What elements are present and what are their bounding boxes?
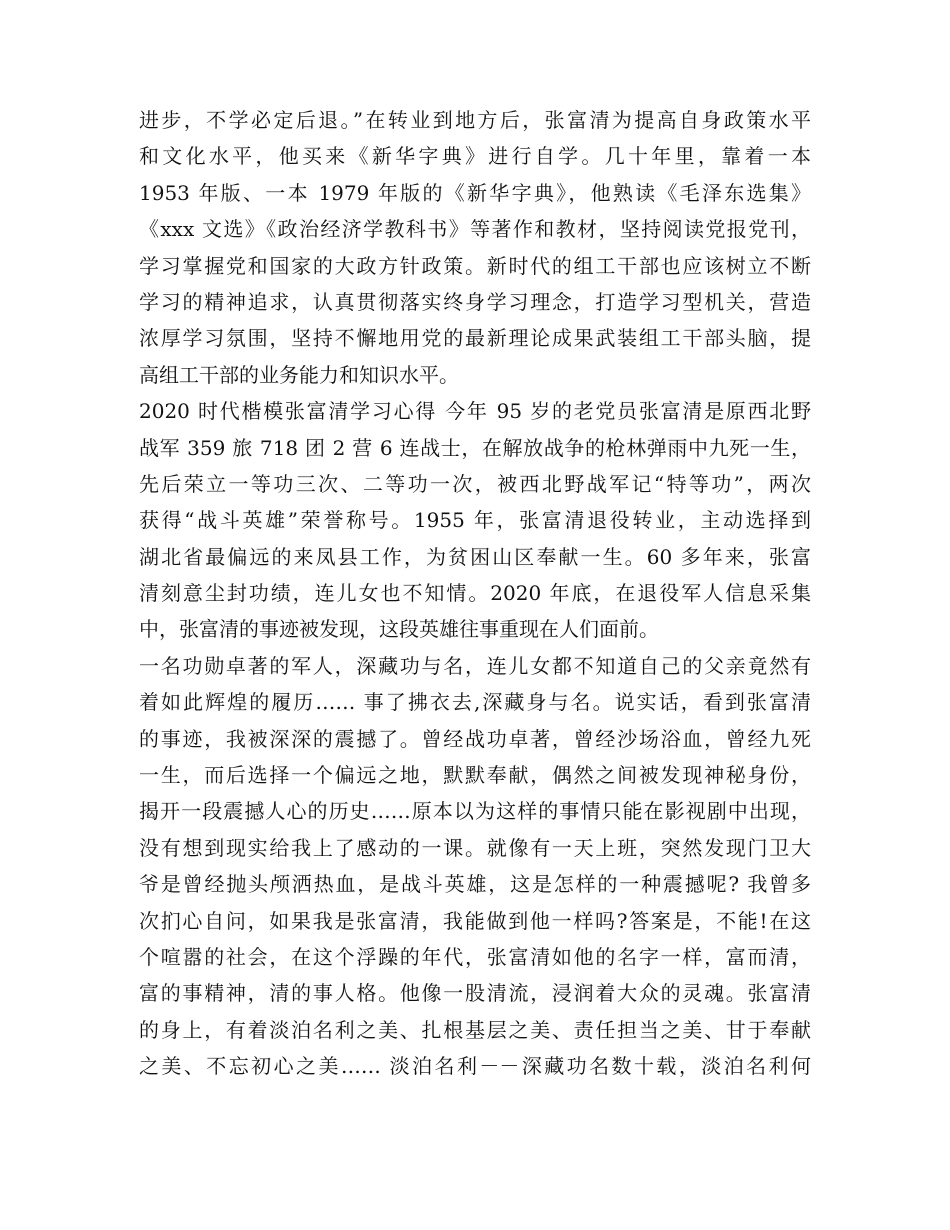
text-line: 2020 时代楷模张富清学习心得 今年 95 岁的老党员张富清是原西北野 [139, 399, 811, 424]
text-line: 高组工干部的业务能力和知识水平。 [139, 362, 459, 387]
text-line: 1953 年版、一本 1979 年版的《新华字典》，他熟读《毛泽东选集》 [139, 180, 811, 205]
text-line: 揭开一段震撼人心的历史……原本以为这样的事情只能在影视剧中出现， [139, 799, 811, 824]
text-line: 战军 359 旅 718 团 2 营 6 连战士，在解放战争的枪林弹雨中九死一生， [139, 435, 811, 460]
text-line: 中，张富清的事迹被发现，这段英雄往事重现在人们面前。 [139, 617, 659, 642]
text-line: 的身上，有着淡泊名利之美、扎根基层之美、责任担当之美、甘于奉献 [139, 1017, 811, 1042]
text-line: 浓厚学习氛围，坚持不懈地用党的最新理论成果武装组工干部头脑，提 [139, 326, 811, 351]
text-line: 学习的精神追求，认真贯彻落实终身学习理念，打造学习型机关，营造 [139, 289, 811, 314]
text-line: 次扪心自问，如果我是张富清，我能做到他一样吗?答案是，不能!在这 [139, 908, 811, 933]
text-line: 富的事精神，清的事人格。他像一股清流，浸润着大众的灵魂。张富清 [139, 981, 811, 1006]
text-line: 《xxx 文选》《政治经济学教科书》等著作和教材，坚持阅读党报党刊， [139, 217, 811, 242]
document-body [139, 102, 811, 1085]
text-line: 先后荣立一等功三次、二等功一次，被西北野战军记“特等功”，两次 [139, 471, 811, 496]
text-line: 没有想到现实给我上了感动的一课。就像有一天上班，突然发现门卫大 [139, 835, 811, 860]
text-line: 的事迹，我被深深的震撼了。曾经战功卓著，曾经沙场浴血，曾经九死 [139, 726, 811, 751]
text-line: 清刻意尘封功绩，连儿女也不知情。2020 年底，在退役军人信息采集 [139, 581, 811, 606]
text-line: 湖北省最偏远的来凤县工作，为贫困山区奉献一生。60 多年来，张富 [139, 544, 811, 569]
text-line: 和文化水平，他买来《新华字典》进行自学。几十年里，靠着一本 [139, 144, 811, 169]
text-line: 一生，而后选择一个偏远之地，默默奉献，偶然之间被发现神秘身份， [139, 763, 811, 788]
text-line: 之美、不忘初心之美…… 淡泊名利－－深藏功名数十载，淡泊名利何 [139, 1054, 811, 1079]
text-line: 进步，不学必定后退。”在转业到地方后，张富清为提高自身政策水平 [139, 108, 811, 132]
text-line: 个喧嚣的社会，在这个浮躁的年代，张富清如他的名字一样，富而清， [139, 944, 811, 969]
text-line: 爷是曾经抛头颅洒热血，是战斗英雄，这是怎样的一种震撼呢? 我曾多 [139, 872, 811, 897]
text-line: 学习掌握党和国家的大政方针政策。新时代的组工干部也应该树立不断 [139, 253, 811, 278]
text-line: 获得“战斗英雄”荣誉称号。1955 年，张富清退役转业，主动选择到 [139, 508, 811, 533]
text-line: 着如此辉煌的履历…… 事了拂衣去,深藏身与名。说实话，看到张富清 [139, 690, 811, 715]
text-line: 一名功勋卓著的军人，深藏功与名，连儿女都不知道自己的父亲竟然有 [139, 653, 811, 678]
